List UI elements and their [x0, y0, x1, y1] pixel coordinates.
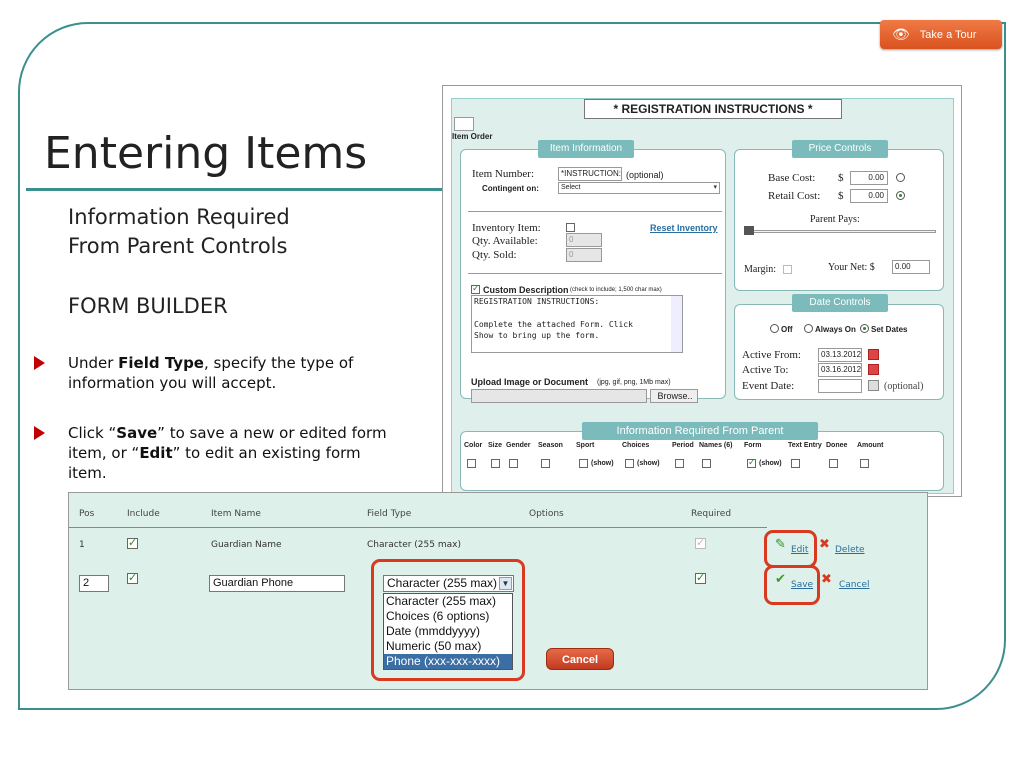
- header-divider: [69, 527, 767, 528]
- item-number-input[interactable]: *INSTRUCTION:: [558, 167, 622, 181]
- margin-checkbox[interactable]: [783, 265, 792, 274]
- take-a-tour-label: Take a Tour: [919, 28, 977, 41]
- info-col-checkbox[interactable]: [791, 459, 800, 468]
- description-textarea[interactable]: [471, 295, 683, 353]
- pencil-icon[interactable]: ✎: [775, 537, 786, 552]
- base-cost-input[interactable]: 0.00: [850, 171, 888, 185]
- registration-screenshot: [442, 85, 962, 497]
- option-date[interactable]: Date (mmddyyyy): [386, 624, 481, 638]
- row1-required-checkbox[interactable]: [695, 538, 706, 549]
- info-col-label: Season: [538, 442, 563, 449]
- cancel-button[interactable]: Cancel: [546, 648, 614, 670]
- qty-sold-label: Qty. Sold:: [472, 249, 517, 261]
- row2-include-checkbox[interactable]: [127, 573, 138, 584]
- info-col-label: Gender: [506, 442, 531, 449]
- info-col-label: Amount: [857, 442, 884, 449]
- contingent-select[interactable]: [558, 182, 720, 194]
- active-from-label: Active From:: [742, 349, 801, 361]
- info-col-label: Donee: [826, 442, 848, 449]
- base-cost-currency: $: [838, 172, 844, 184]
- form-builder-screenshot: [68, 492, 928, 690]
- eye-icon: 👁: [892, 26, 910, 42]
- info-col-label: Sport: [576, 442, 595, 449]
- info-col-checkbox[interactable]: [747, 459, 756, 468]
- info-col-checkbox[interactable]: [675, 459, 684, 468]
- inventory-item-checkbox[interactable]: [566, 223, 575, 232]
- active-from-input[interactable]: 03.13.2012: [818, 348, 862, 362]
- price-controls-header: Price Controls: [792, 140, 888, 158]
- custom-description-note: (check to include; 1,500 char max): [570, 287, 662, 293]
- item-information-header: Item Information: [538, 140, 634, 158]
- contingent-label: Contingent on:: [482, 184, 539, 193]
- date-off-radio[interactable]: [770, 324, 779, 333]
- event-date-label: Event Date:: [742, 380, 795, 392]
- info-col-label: Form: [744, 442, 762, 449]
- option-character[interactable]: Character (255 max): [386, 594, 497, 608]
- contingent-value: Select: [561, 184, 581, 191]
- desc-line-1: REGISTRATION INSTRUCTIONS:: [474, 297, 600, 306]
- calendar-icon[interactable]: [868, 380, 879, 391]
- upload-note: (jpg, gif, png, 1Mb max): [597, 379, 671, 386]
- calendar-icon[interactable]: [868, 364, 879, 375]
- checkmark-icon[interactable]: ✔: [775, 572, 786, 587]
- base-cost-radio[interactable]: [896, 173, 905, 182]
- row1-item-name: Guardian Name: [211, 540, 282, 550]
- col-options: Options: [529, 509, 564, 519]
- custom-description-checkbox[interactable]: [471, 285, 480, 294]
- row2-required-checkbox[interactable]: [695, 573, 706, 584]
- upload-label: Upload Image or Document: [471, 377, 589, 387]
- qty-sold-input[interactable]: 0: [566, 248, 602, 262]
- bullet2-mid: ” to save a new or edited form item, or “: [68, 424, 387, 462]
- registration-panel: [451, 98, 954, 494]
- col-required: Required: [691, 509, 732, 519]
- parent-pays-slider[interactable]: [744, 230, 936, 233]
- retail-cost-input[interactable]: 0.00: [850, 189, 888, 203]
- info-col-label: Period: [672, 442, 694, 449]
- info-col-checkbox[interactable]: [860, 459, 869, 468]
- upload-path-input[interactable]: [471, 389, 647, 403]
- field-type-value: Character (255 max): [387, 576, 498, 590]
- margin-label: Margin:: [744, 264, 777, 275]
- item-order-input[interactable]: [454, 117, 474, 131]
- date-always-on-label: Always On: [815, 325, 856, 334]
- col-include: Include: [127, 509, 160, 519]
- date-always-on-radio[interactable]: [804, 324, 813, 333]
- reset-inventory-link[interactable]: Reset Inventory: [650, 223, 718, 233]
- slider-handle[interactable]: [744, 226, 754, 235]
- bullet2-pre: Click “: [68, 424, 117, 442]
- info-col-checkbox[interactable]: [579, 459, 588, 468]
- show-link[interactable]: (show): [759, 460, 782, 467]
- col-item-name: Item Name: [211, 509, 261, 519]
- delete-link[interactable]: Delete: [835, 545, 865, 555]
- field-type-options: [383, 593, 513, 670]
- option-numeric[interactable]: Numeric (50 max): [386, 639, 482, 653]
- col-pos: Pos: [79, 509, 95, 519]
- field-type-select[interactable]: [383, 575, 514, 592]
- cancel-x-icon[interactable]: ✖: [821, 572, 832, 587]
- section-label: FORM BUILDER: [68, 294, 228, 318]
- info-col-checkbox[interactable]: [829, 459, 838, 468]
- info-col-label: Names (6): [699, 442, 733, 449]
- bullet2-bold-edit: Edit: [139, 444, 173, 462]
- info-col-checkbox[interactable]: [625, 459, 634, 468]
- show-link[interactable]: (show): [591, 460, 614, 467]
- title-divider: [26, 188, 446, 191]
- item-number-label: Item Number:: [472, 168, 535, 180]
- info-col-checkbox[interactable]: [541, 459, 550, 468]
- custom-description-label: Custom Description: [483, 285, 569, 295]
- chevron-down-icon: ▾: [713, 184, 717, 191]
- bullet-save-edit: [34, 423, 404, 483]
- info-col-label: Text Entry: [788, 442, 822, 449]
- delete-x-icon[interactable]: ✖: [819, 537, 830, 552]
- col-field-type: Field Type: [367, 509, 412, 519]
- active-to-label: Active To:: [742, 364, 789, 376]
- info-col-checkbox[interactable]: [509, 459, 518, 468]
- subtitle-line-2: From Parent Controls: [68, 234, 288, 258]
- cancel-link[interactable]: Cancel: [839, 580, 870, 590]
- option-phone[interactable]: Phone (xxx-xxx-xxxx): [384, 654, 512, 669]
- bullet1-pre: Under: [68, 354, 119, 372]
- retail-cost-currency: $: [838, 190, 844, 202]
- date-off-label: Off: [781, 325, 793, 334]
- info-required-header: Information Required From Parent: [582, 422, 818, 440]
- browse-button[interactable]: Browse..: [650, 389, 698, 403]
- event-date-input[interactable]: [818, 379, 862, 393]
- base-cost-label: Base Cost:: [768, 172, 816, 184]
- row2-item-name-input[interactable]: Guardian Phone: [209, 575, 345, 592]
- retail-cost-label: Retail Cost:: [768, 190, 821, 202]
- row1-field-type: Character (255 max): [367, 540, 461, 550]
- info-col-label: Size: [488, 442, 503, 449]
- bullet-field-type: [34, 353, 404, 393]
- divider: [468, 273, 722, 274]
- row1-pos: 1: [79, 540, 85, 550]
- textarea-scrollbar[interactable]: [671, 296, 682, 352]
- calendar-icon[interactable]: [868, 349, 879, 360]
- bullet-arrow-icon: [34, 356, 45, 370]
- date-set-dates-radio[interactable]: [860, 324, 869, 333]
- divider: [468, 211, 722, 212]
- active-to-input[interactable]: 03.16.2012: [818, 363, 862, 377]
- save-link[interactable]: Save: [791, 580, 814, 590]
- take-a-tour-button[interactable]: [880, 20, 1002, 49]
- parent-pays-label: Parent Pays:: [810, 214, 860, 225]
- desc-line-2: Complete the attached Form. Click: [474, 320, 633, 329]
- your-net-input[interactable]: 0.00: [892, 260, 930, 274]
- qty-available-label: Qty. Available:: [472, 235, 538, 247]
- option-choices[interactable]: Choices (6 options): [386, 609, 490, 623]
- item-number-optional: (optional): [626, 170, 664, 180]
- bullet2-bold-save: Save: [116, 424, 158, 442]
- info-col-label: Color: [464, 442, 483, 449]
- row2-pos-input[interactable]: 2: [79, 575, 109, 592]
- row1-include-checkbox[interactable]: [127, 538, 138, 549]
- subtitle-line-1: Information Required: [68, 205, 290, 229]
- desc-line-3: Show to bring up the form.: [474, 331, 600, 340]
- info-col-checkbox[interactable]: [467, 459, 476, 468]
- date-controls-header: Date Controls: [792, 294, 888, 312]
- bullet-arrow-icon: [34, 426, 45, 440]
- info-col-label: Choices: [622, 442, 650, 449]
- info-col-checkbox[interactable]: [491, 459, 500, 468]
- registration-title: * REGISTRATION INSTRUCTIONS *: [584, 99, 842, 119]
- qty-available-input[interactable]: 0: [566, 233, 602, 247]
- item-order-label: Item Order: [452, 132, 493, 141]
- inventory-item-label: Inventory Item:: [472, 222, 541, 234]
- bullet1-bold: Field Type: [118, 354, 204, 372]
- chevron-down-icon[interactable]: ▼: [499, 577, 512, 590]
- event-date-optional: (optional): [884, 381, 924, 392]
- edit-link[interactable]: Edit: [791, 545, 809, 555]
- slide-title: Entering Items: [44, 128, 368, 179]
- show-link[interactable]: (show): [637, 460, 660, 467]
- bullet1-post: , specify the type of information you will accept.: [68, 354, 354, 392]
- date-set-dates-label: Set Dates: [871, 325, 908, 334]
- bullet2-post: ” to edit an existing form item.: [68, 444, 361, 482]
- info-col-checkbox[interactable]: [702, 459, 711, 468]
- your-net-label: Your Net: $: [828, 262, 875, 273]
- retail-cost-radio[interactable]: [896, 191, 905, 200]
